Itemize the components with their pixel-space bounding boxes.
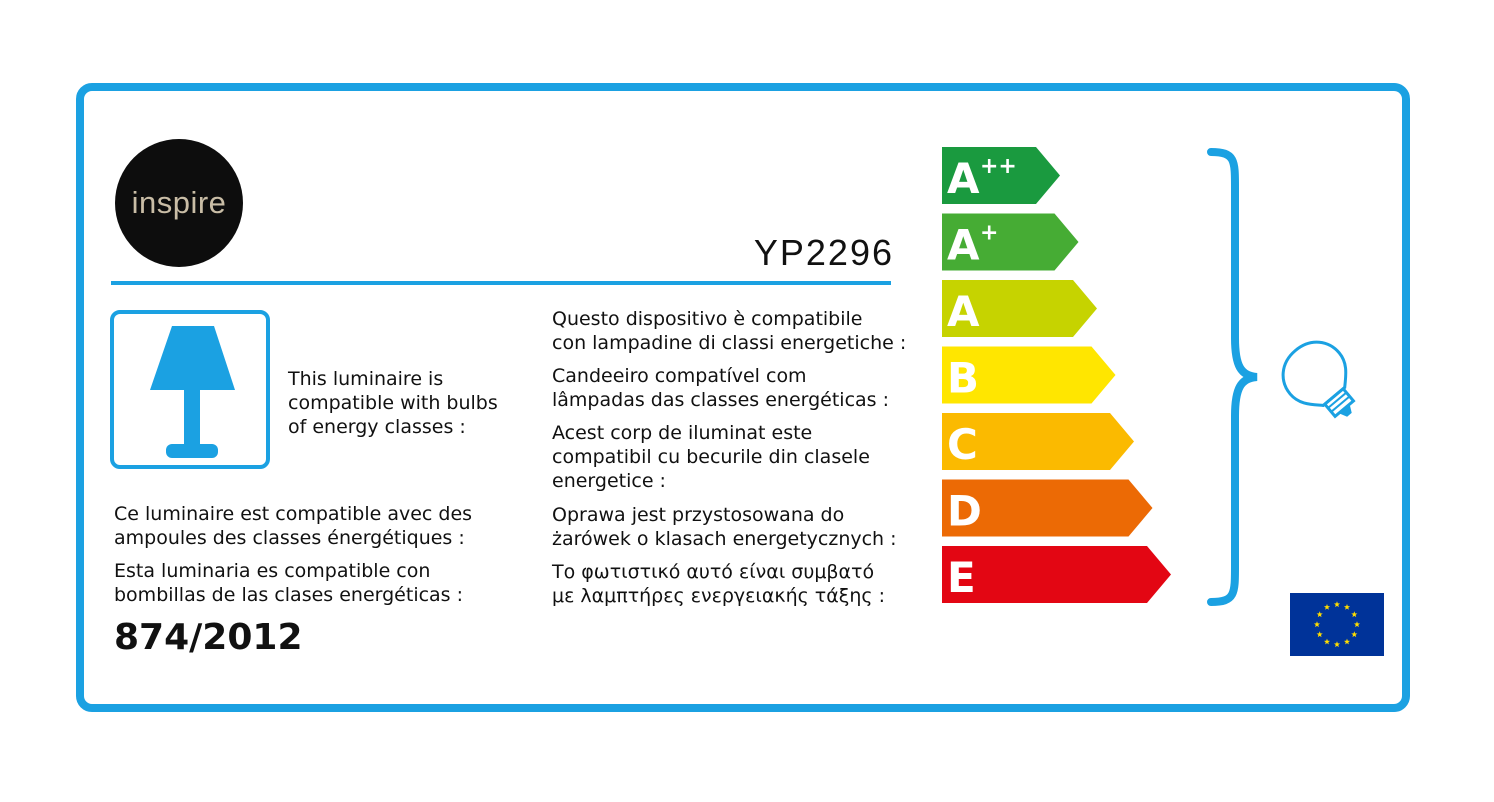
eu-star bbox=[1324, 604, 1330, 610]
energy-class-a bbox=[942, 280, 1097, 337]
energy-class-letter: C bbox=[947, 420, 978, 469]
text-line: con lampadine di classi energetiche : bbox=[552, 332, 907, 354]
eu-star bbox=[1324, 639, 1330, 645]
text-line: lâmpadas das classes energéticas : bbox=[552, 389, 890, 411]
brand-logo bbox=[115, 139, 243, 267]
energy-class-superscript: ++ bbox=[980, 154, 1017, 179]
energy-class-c bbox=[942, 413, 1134, 470]
luminaire-icon-box bbox=[110, 310, 270, 469]
text-block-el bbox=[552, 560, 885, 608]
eu-star bbox=[1314, 621, 1320, 627]
brand-logo-text: inspire bbox=[131, 185, 227, 220]
eu-star bbox=[1351, 631, 1357, 637]
energy-class-a-plus-plus bbox=[942, 147, 1060, 204]
energy-class-letter: B bbox=[947, 353, 980, 403]
text-line: ampoules des classes énergétiques : bbox=[114, 527, 465, 549]
eu-star bbox=[1351, 611, 1357, 617]
header-divider bbox=[111, 281, 891, 285]
energy-class-letter: D bbox=[947, 486, 982, 536]
text-line: Oprawa jest przystosowana do bbox=[552, 504, 845, 526]
energy-class-d bbox=[942, 480, 1153, 537]
light-bulb-icon bbox=[1276, 337, 1376, 433]
text-block-es bbox=[114, 559, 463, 607]
energy-class-e bbox=[942, 546, 1171, 603]
energy-class-superscript: + bbox=[980, 220, 999, 246]
energy-class-a-plus bbox=[942, 214, 1079, 271]
text-block-pl bbox=[552, 503, 897, 551]
eu-star bbox=[1344, 639, 1350, 645]
text-line: Ce luminaire est compatible avec des bbox=[114, 503, 473, 525]
eu-star bbox=[1334, 641, 1340, 647]
right-brace-icon bbox=[1205, 148, 1261, 606]
text-line: This luminaire is bbox=[288, 368, 444, 390]
eu-star bbox=[1317, 611, 1323, 617]
energy-class-letter: E bbox=[947, 553, 976, 602]
text-line: Το φωτιστικό αυτό είναι συμβατό bbox=[552, 561, 875, 583]
text-block-it bbox=[552, 307, 906, 355]
eu-star bbox=[1317, 631, 1323, 637]
text-block-fr bbox=[114, 502, 472, 550]
energy-class-b bbox=[942, 347, 1116, 404]
text-line: με λαμπτήρες ενεργειακής τάξης : bbox=[552, 585, 886, 607]
eu-stars bbox=[1290, 593, 1384, 656]
text-line: bombillas de las clases energéticas : bbox=[114, 584, 464, 606]
energy-class-letter: A bbox=[947, 287, 980, 336]
text-block-en bbox=[288, 367, 498, 439]
text-line: compatibil cu becurile din clasele bbox=[552, 446, 870, 468]
eu-star bbox=[1354, 621, 1360, 627]
text-line: Candeeiro compatível com bbox=[552, 365, 807, 387]
energy-class-arrow bbox=[942, 546, 1171, 603]
text-block-pt bbox=[552, 364, 889, 412]
regulation-number: 874/2012 bbox=[114, 617, 303, 658]
eu-star bbox=[1344, 604, 1350, 610]
energy-class-letter: A bbox=[947, 154, 980, 203]
text-line: Esta luminaria es compatible con bbox=[114, 560, 431, 582]
model-number: YP2296 bbox=[753, 232, 894, 273]
energy-class-scale bbox=[940, 145, 1172, 607]
text-line: of energy classes : bbox=[288, 416, 466, 438]
text-line: Questo dispositivo è compatibile bbox=[552, 308, 863, 330]
text-line: Acest corp de iluminat este bbox=[552, 422, 813, 444]
table-lamp-icon bbox=[114, 314, 274, 473]
text-block-ro bbox=[552, 421, 870, 493]
text-line: energetice : bbox=[552, 470, 666, 492]
eu-star bbox=[1334, 601, 1340, 607]
eu-flag-icon bbox=[1290, 593, 1384, 656]
energy-class-letter: A bbox=[947, 220, 980, 270]
text-line: compatible with bulbs bbox=[288, 392, 498, 414]
text-line: żarówek o klasach energetycznych : bbox=[552, 528, 897, 550]
